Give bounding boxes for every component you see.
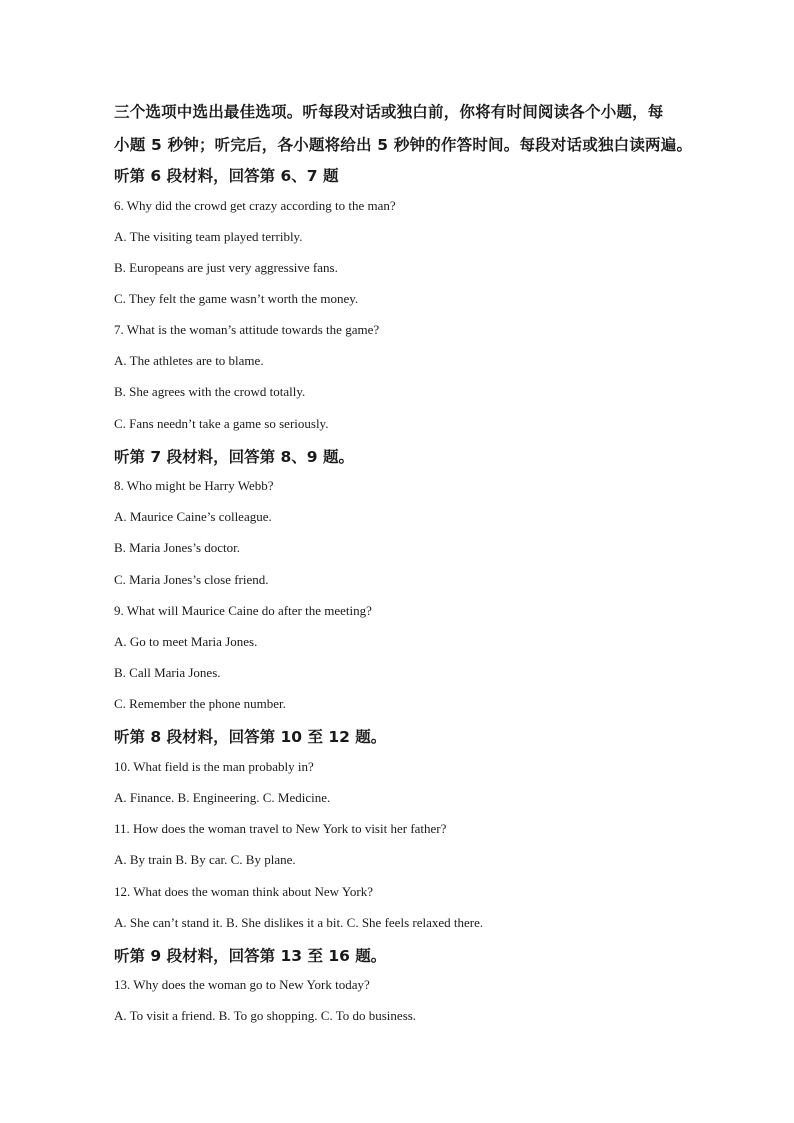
question: 11. How does the woman travel to New York to visit her father? — [114, 821, 447, 836]
question: 10. What field is the man probably in? — [114, 759, 314, 774]
answer-options: A. She can’t stand it. B. She dislikes it a bit. C. She feels relaxed there. — [114, 915, 484, 930]
answer-option: C. Remember the phone number. — [114, 696, 286, 711]
section-heading: 听第 6 段材料，回答第 6、7 题 — [114, 167, 339, 185]
answer-option: A. Go to meet Maria Jones. — [114, 634, 258, 649]
section-heading: 听第 7 段材料，回答第 8、9 题。 — [114, 448, 354, 466]
answer-option: A. The visiting team played terribly. — [114, 229, 303, 244]
answer-options: A. Finance. B. Engineering. C. Medicine. — [114, 790, 331, 805]
answer-option: C. Maria Jones’s close friend. — [114, 572, 269, 587]
answer-option: C. They felt the game wasn’t worth the money. — [114, 291, 359, 306]
answer-option: B. Call Maria Jones. — [114, 665, 221, 680]
question: 6. Why did the crowd get crazy according to the man? — [114, 198, 396, 213]
question: 9. What will Maurice Caine do after the meeting? — [114, 603, 372, 618]
answer-option: A. Maurice Caine’s colleague. — [114, 509, 272, 524]
question: 7. What is the woman’s attitude towards the game? — [114, 322, 380, 337]
answer-options: A. To visit a friend. B. To go shopping. C. To do business. — [114, 1008, 417, 1023]
answer-option: B. She agrees with the crowd totally. — [114, 384, 306, 399]
question: 12. What does the woman think about New York? — [114, 884, 374, 899]
answer-option: B. Europeans are just very aggressive fans. — [114, 260, 338, 275]
question: 13. Why does the woman go to New York today? — [114, 977, 370, 992]
answer-option: B. Maria Jones’s doctor. — [114, 540, 241, 555]
section-heading: 听第 8 段材料，回答第 10 至 12 题。 — [114, 728, 387, 746]
answer-options: A. By train B. By car. C. By plane. — [114, 852, 296, 867]
instructions-line-1: 三个选项中选出最佳选项。听每段对话或独白前，你将有时间阅读各个小题，每 — [114, 103, 664, 121]
instructions-line-2: 小题 5 秒钟；听完后，各小题将给出 5 秒钟的作答时间。每段对话或独白读两遍。 — [114, 136, 693, 154]
question: 8. Who might be Harry Webb? — [114, 478, 274, 493]
answer-option: A. The athletes are to blame. — [114, 353, 264, 368]
section-heading: 听第 9 段材料，回答第 13 至 16 题。 — [114, 947, 387, 965]
answer-option: C. Fans needn’t take a game so seriously. — [114, 416, 329, 431]
